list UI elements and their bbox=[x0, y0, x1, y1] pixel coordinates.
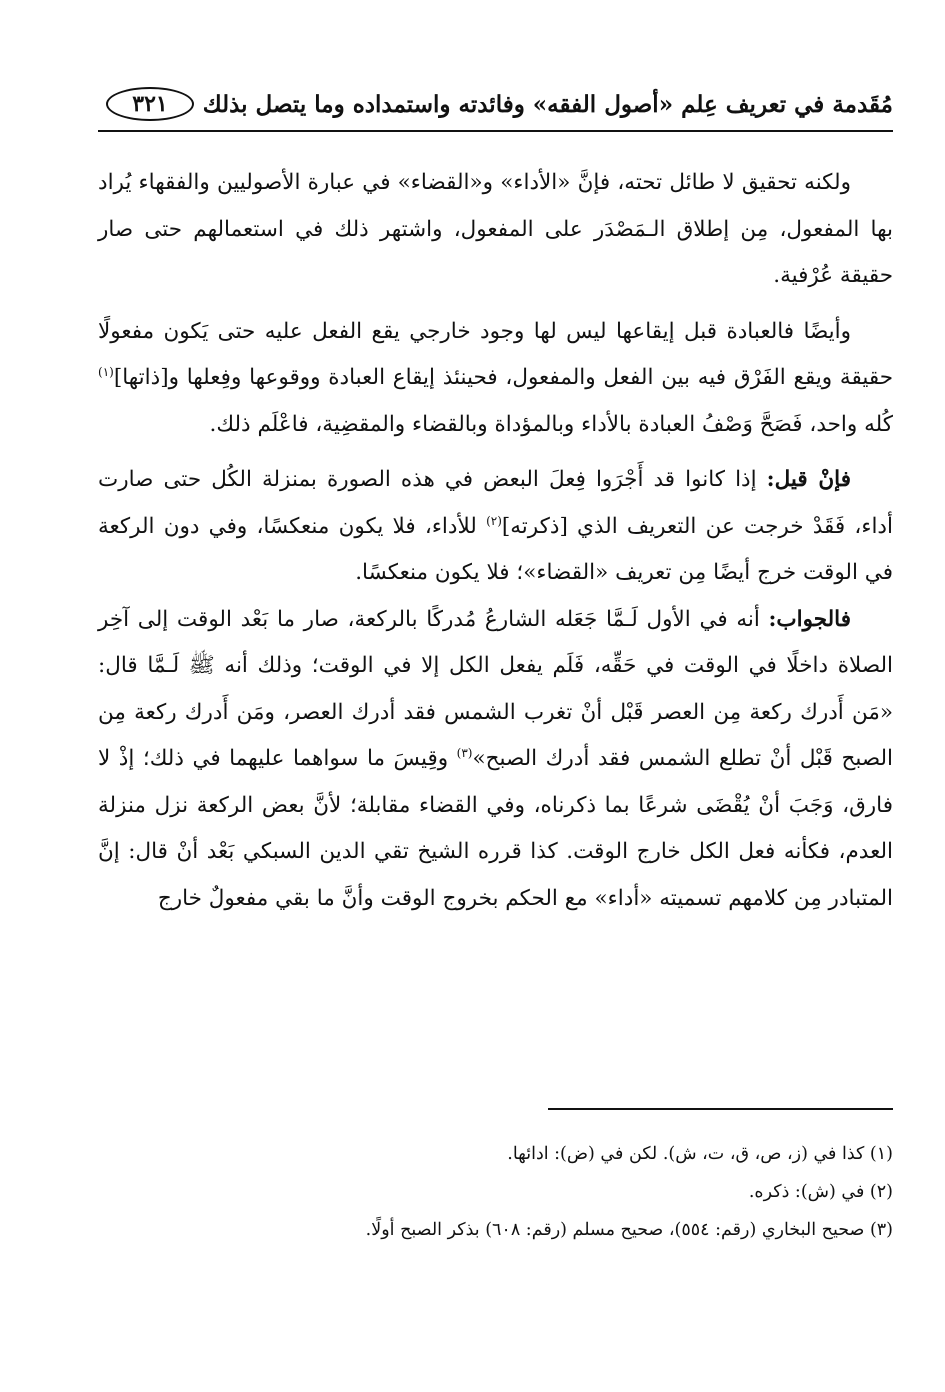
main-text bbox=[98, 160, 893, 931]
footnote-1: (١) كذا في (ز، ص، ق، ت، ش). لكن في (ض): ادائها. bbox=[507, 1144, 893, 1164]
footnotes bbox=[98, 1135, 893, 1249]
footnote-divider bbox=[548, 1108, 893, 1110]
question-lead: فإنْ قيل: bbox=[766, 467, 851, 492]
paragraph-4: فالجواب: أنه في الأول لَـمَّا جَعَله الشارعُ مُدركًا بالركعة، صار ما بَعْد الوقت إلى آخِر الصلاة داخلًا في الوقت في حَقِّه، فَلَم يفعل الكل إلا في الوقت؛ وذلك أنه ﷺ لَـمَّا قال: «مَن أَدرك ركعة مِن العصر قَبْل أنْ تغرب الشمس فقد أدرك العصر، ومَن أَدرك ركعة مِن الصبح قَبْل أنْ تطلع الشمس فقد أدرك الصبح»$^{(٣)}$ وقِيسَ ما سواهما عليهما في ذلك؛ إذْ لا فارق، وَجَبَ أنْ يُقْضَى شرعًا بما ذكرناه، وفي القضاء مقابلة؛ لأنَّ بعض الركعة نزل منزلة العدم، فكأنه فعل الكل خارج الوقت. كذا قرره الشيخ تقي الدين السبكي بَعْد أنْ قال: إنَّ المتبادر مِن كلامهم تسميته «أداء» مع الحكم بخروج الوقت وأنَّ ما بقي مفعولٌ خارج bbox=[98, 606, 893, 911]
paragraph-2: وأيضًا فالعبادة قبل إيقاعها ليس لها وجود خارجي يقع الفعل عليه حتى يَكون مفعولًا حقيقة ويقع الفَرْق فيه بين الفعل والمفعول، فحينئذ إيقاع العبادة ووقوعها وفِعلها و[ذاتها]$^{(١)}$ كُله واحد، فَصَحَّ وَصْفُ العبادة بالأداء وبالمؤداة وبالقضاء والمقضِية، فاعْلَم ذلك. bbox=[98, 318, 893, 437]
footnote-ref-3[interactable]: (٣) bbox=[456, 745, 473, 760]
paragraph-1: ولكنه تحقيق لا طائل تحته، فإنَّ «الأداء» و«القضاء» في عبارة الأصوليين والفقهاء يُراد بها المفعول، مِن إطلاق الـمَصْدَر على المفعول، واشتهر ذلك في استعمالهم حتى صار حقيقة عُرْفية. bbox=[98, 170, 893, 288]
header-divider bbox=[98, 130, 893, 132]
footnote-3: (٣) صحيح البخاري (رقم: ٥٥٤)، صحيح مسلم (رقم: ٦٠٨) بذكر الصبح أولًا. bbox=[365, 1220, 893, 1240]
answer-lead: فالجواب: bbox=[768, 606, 851, 632]
footnote-2: (٢) في (ش): ذكره. bbox=[748, 1182, 893, 1202]
running-header bbox=[98, 82, 893, 126]
footnote-ref-1[interactable]: (١) bbox=[98, 364, 114, 379]
paragraph-3: فإنْ قيل: إذا كانوا قد أَجْرَوا فِعلَ البعض في هذه الصورة بمنزلة الكُل حتى صارت أداء، فَقَدْ خرجت عن التعريف الذي [ذكرته]$^{(٢)}$ للأداء، فلا يكون منعكسًا، وفي دون الركعة في الوقت خرج أيضًا مِن تعريف «القضاء»؛ فلا يكون منعكسًا. bbox=[98, 467, 893, 585]
header-title: مُقَدمة في تعريف عِلم «أصول الفقه» وفائدته واستمداده وما يتصل بذلك bbox=[202, 90, 893, 118]
page-number-badge: ٣٢١ bbox=[106, 87, 194, 121]
footnote-ref-2[interactable]: (٢) bbox=[486, 513, 502, 528]
